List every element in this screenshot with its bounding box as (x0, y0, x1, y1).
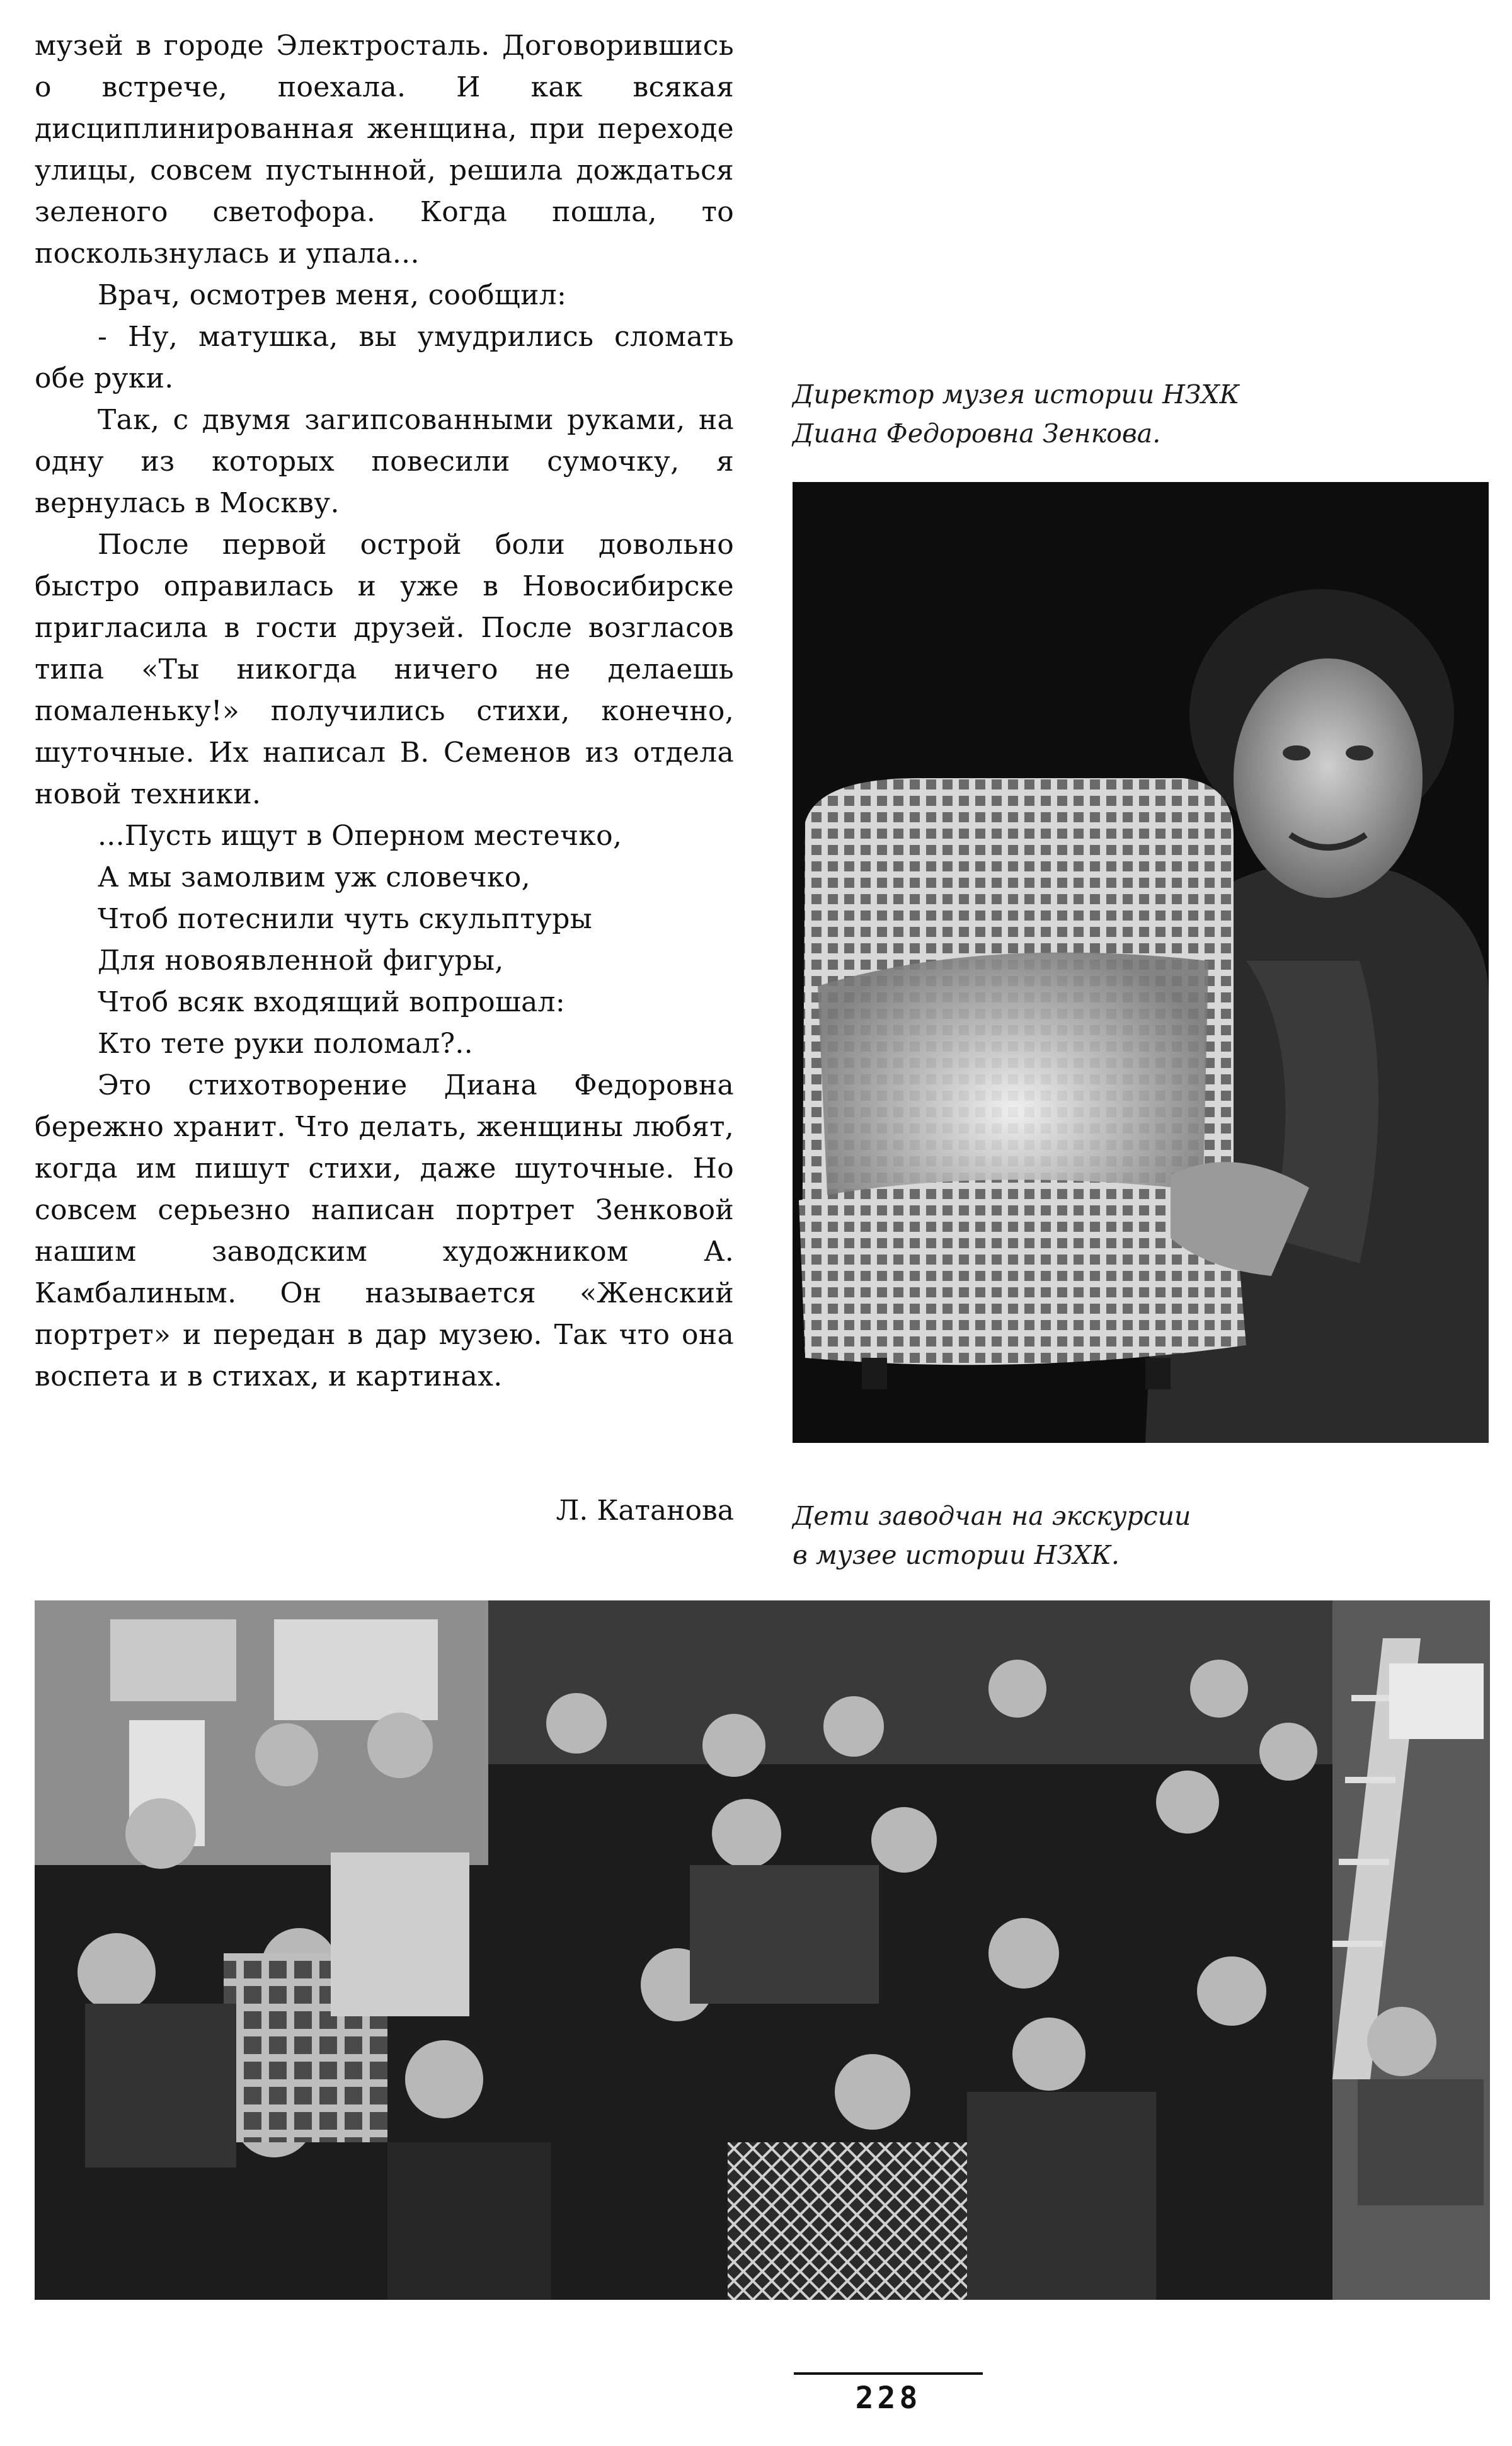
paragraph-2: Врач, осмотрев меня, сообщил: (98, 279, 567, 311)
director-photo (793, 482, 1489, 1443)
paragraph-5: После первой острой боли довольно быстро оправилась и уже в Новосибирске пригласила в гости друзей. После возгласов типа «Ты никогда ничего не делаешь помаленьку!» получились стихи, конечно, шуточные. Их написал В. Семенов из отдела новой техники. (35, 529, 734, 810)
poem-line-5: Чтоб всяк входящий вопрошал: (98, 986, 566, 1018)
children-photo-illustration (35, 1600, 1490, 2300)
photo-caption-director (793, 375, 1239, 453)
poem (35, 815, 734, 1065)
poem-line-1: ...Пусть ищут в Оперном местечко, (98, 820, 622, 852)
poem-line-6: Кто тете руки поломал?.. (98, 1028, 473, 1060)
photo-caption-children (793, 1496, 1191, 1575)
footer-rule (794, 2372, 983, 2375)
poem-line-2: А мы замолвим уж словечко, (98, 861, 530, 893)
paragraph-3: - Ну, матушка, вы умудрились сломать обе руки. (35, 321, 734, 394)
article-text-column (35, 25, 734, 1398)
paragraph-4: Так, с двумя загипсованными руками, на одну из которых повесили сумочку, я вернулась в Москву. (35, 404, 734, 519)
closing-paragraph: Это стихотворение Диана Федоровна бережно хранит. Что делать, женщины любят, когда им пишут стихи, даже шуточные. Но совсем серьезно написан портрет Зенковой нашим заводским художником А. Камбалиным. Он называется «Женский портрет» и передан в дар музею. Так что она воспета и в стихах, и картинах. (35, 1069, 734, 1392)
caption-line: в музее истории НЗХК. (793, 1540, 1120, 1570)
poem-line-3: Чтоб потеснили чуть скульптуры (98, 903, 593, 935)
caption-line: Директор музея истории НЗХК (793, 379, 1240, 410)
caption-line: Диана Федоровна Зенкова. (793, 418, 1161, 449)
director-photo-illustration (793, 482, 1489, 1443)
caption-line: Дети заводчан на экскурсии (793, 1501, 1191, 1531)
children-excursion-photo (35, 1600, 1490, 2300)
paragraph-1: музей в городе Электросталь. Договорившись о встрече, поехала. И как всякая дисциплинированная женщина, при переходе улицы, совсем пустынной, решила дождаться зеленого светофора. Когда пошла, то поскользнулась и упала... (35, 30, 734, 270)
poem-line-4: Для новоявленной фигуры, (98, 945, 504, 977)
author-signature: Л. Катанова (556, 1495, 734, 1527)
page-number: 228 (855, 2380, 922, 2416)
